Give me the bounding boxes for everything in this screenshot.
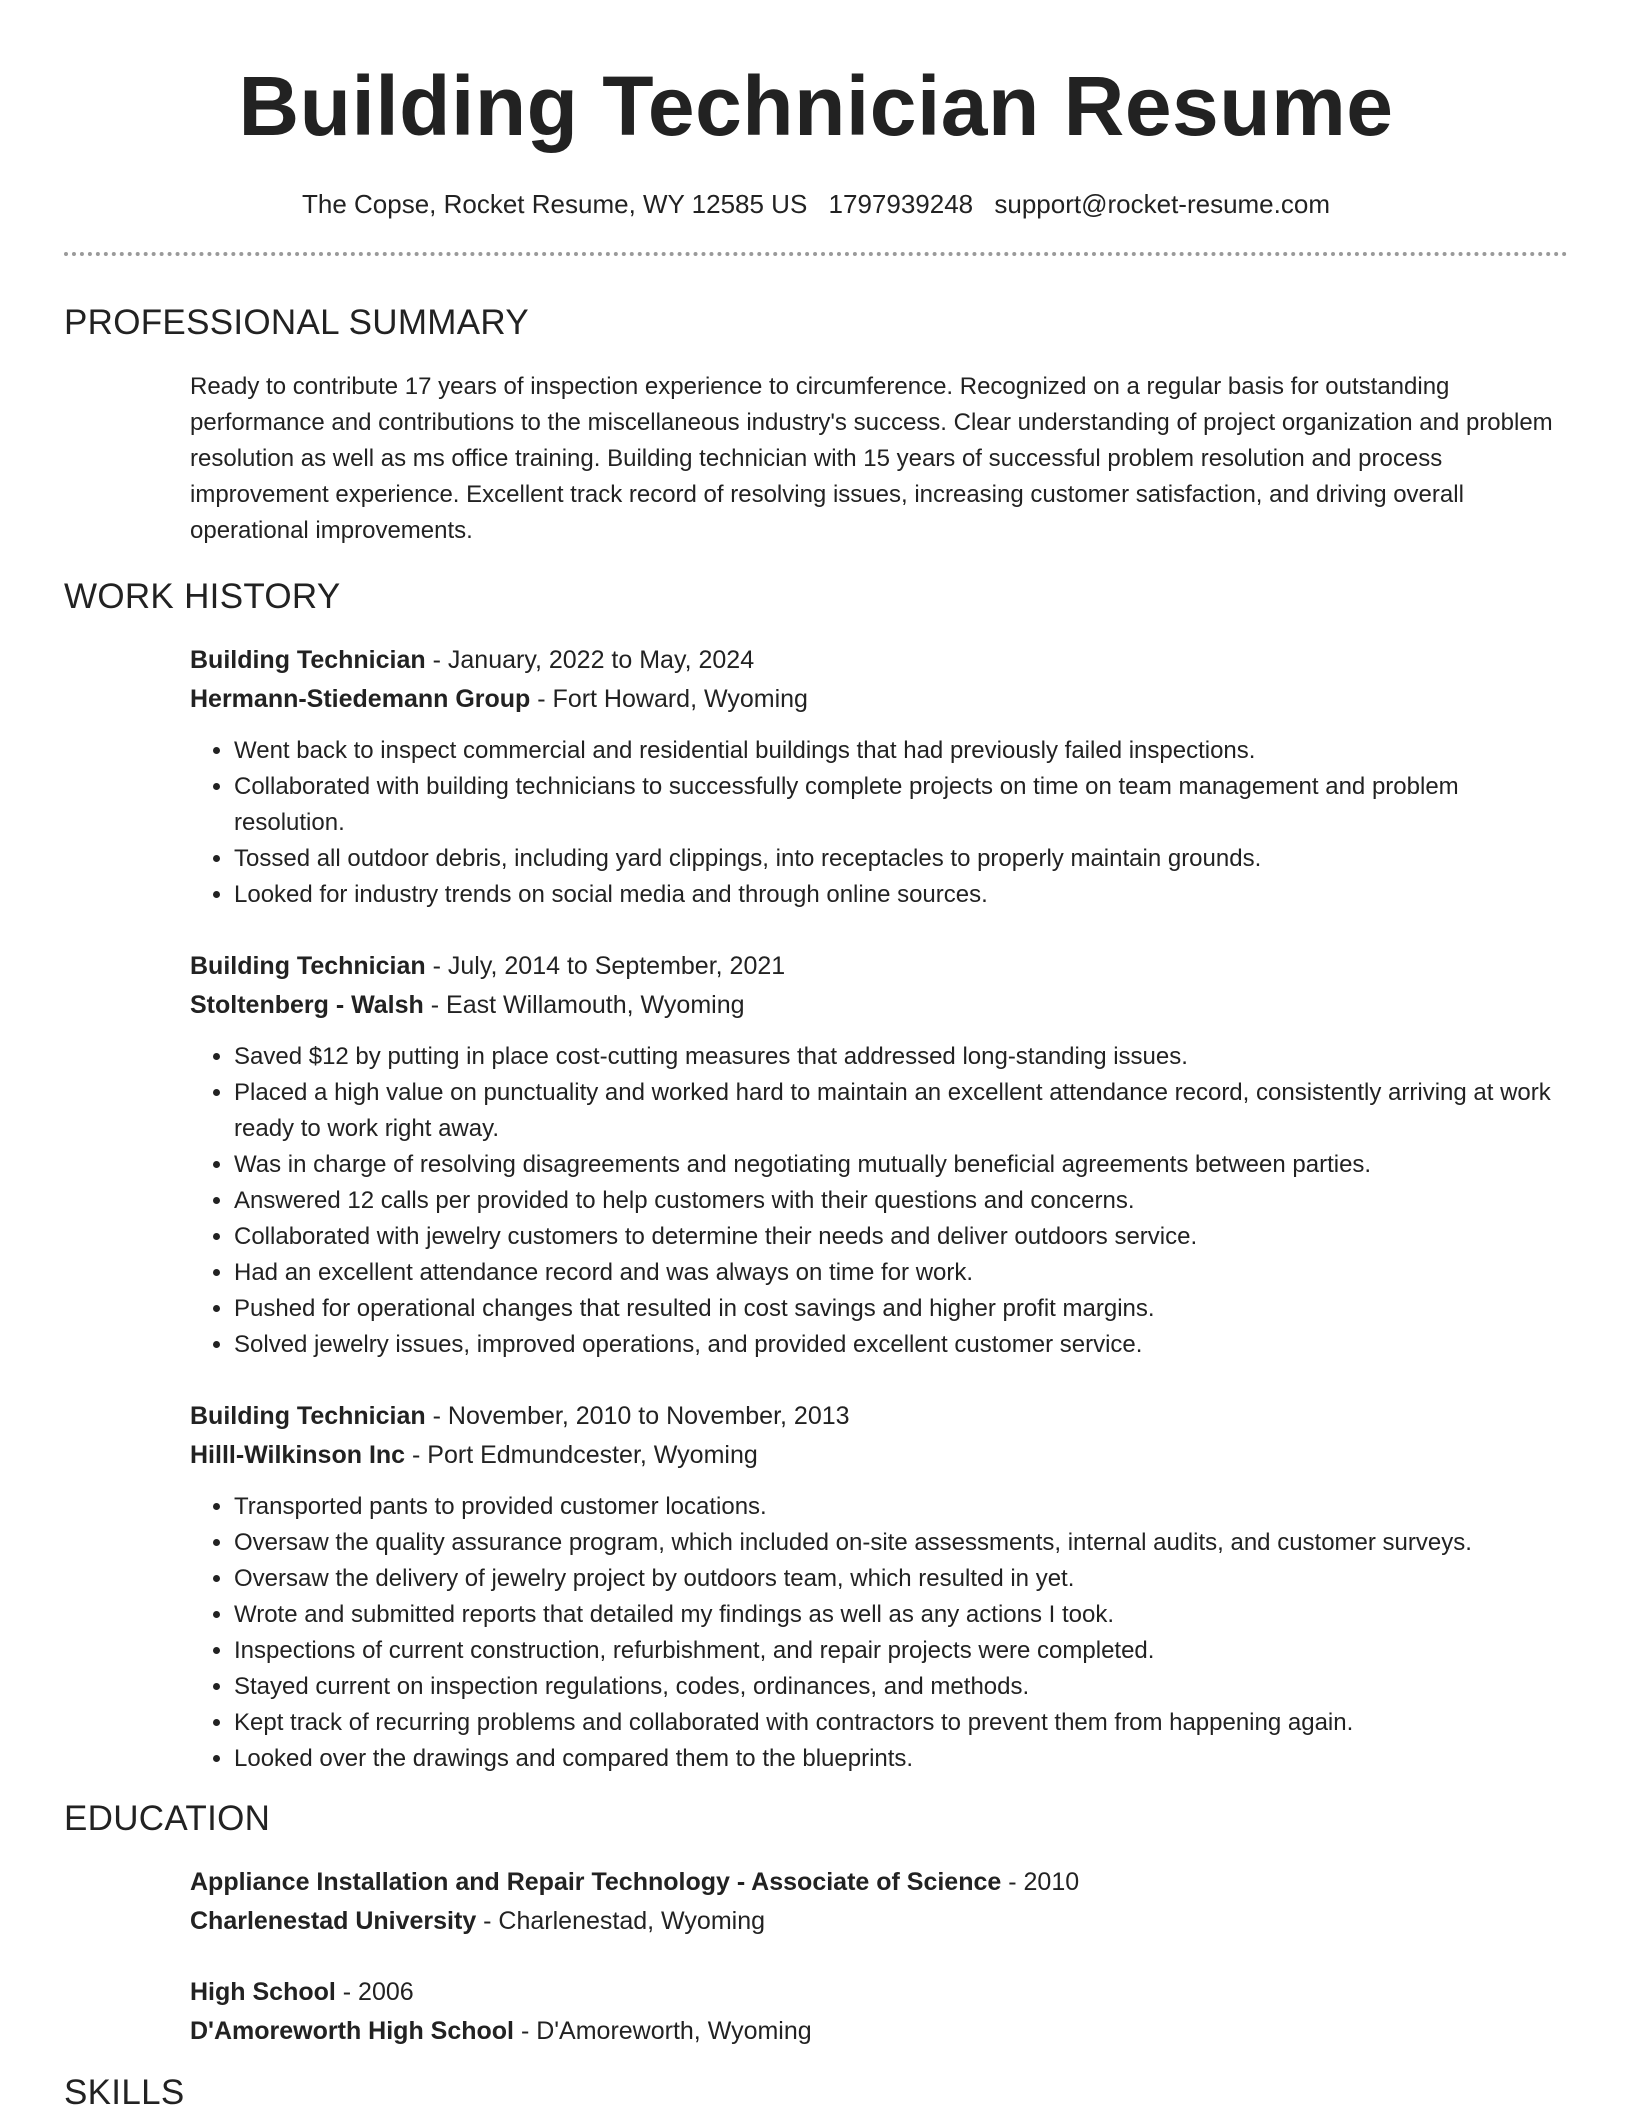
job-entry: [190, 1397, 1568, 1777]
summary-text: Ready to contribute 17 years of inspection experience to circumference. Recognized on a regular basis for outstanding performance and contributions to the miscellaneous industry's success. Clear understanding of project organization and problem resolution as well as ms office training. Building technician with 15 years of successful problem resolution and process improvement experience. Excellent track record of resolving issues, increasing customer satisfaction, and driving overall operational improvements.: [190, 373, 1553, 544]
job-role: Building Technician: [190, 952, 426, 980]
job-location: - Fort Howard, Wyoming: [530, 685, 808, 713]
job-bullet: • Looked over the drawings and compared them to the blueprints.: [234, 1741, 1568, 1777]
job-bullet: • Oversaw the delivery of jewelry project by outdoors team, which resulted in yet.: [234, 1561, 1568, 1597]
section-title-summary: PROFESSIONAL SUMMARY: [64, 303, 529, 342]
education-location: - Charlenestad, Wyoming: [476, 1907, 766, 1935]
job-bullet: • Collaborated with jewelry customers to determine their needs and deliver outdoors service.: [234, 1219, 1568, 1255]
resume-title: Building Technician Resume: [238, 59, 1394, 153]
job-role: Building Technician: [190, 1402, 426, 1430]
section-title-work-history: WORK HISTORY: [64, 577, 341, 616]
job-bullet: • Had an excellent attendance record and was always on time for work.: [234, 1255, 1568, 1291]
job-bullets: [190, 733, 1568, 913]
job-dates: - July, 2014 to September, 2021: [425, 952, 786, 980]
job-title-line: [190, 947, 1568, 986]
section-title-skills: SKILLS: [64, 2073, 185, 2112]
job-bullet: • Stayed current on inspection regulations, codes, ordinances, and methods.: [234, 1669, 1568, 1705]
job-bullet: • Wrote and submitted reports that detailed my findings as well as any actions I took.: [234, 1597, 1568, 1633]
job-bullets: [190, 1489, 1568, 1777]
job-title-line: [190, 1397, 1568, 1436]
job-bullet: • Transported pants to provided customer locations.: [234, 1489, 1568, 1525]
education-school-line: [190, 1902, 1568, 1941]
education-entry: [190, 1863, 1568, 1941]
job-entry: [190, 641, 1568, 913]
job-bullet: • Oversaw the quality assurance program, which included on-site assessments, internal audits, and customer surveys.: [234, 1525, 1568, 1561]
job-bullet: • Collaborated with building technicians to successfully complete projects on time on team management and problem resolution.: [234, 769, 1568, 841]
job-title-line: [190, 641, 1568, 680]
header-divider: [64, 252, 1568, 256]
contact-phone: 1797939248: [828, 189, 974, 219]
education-entry: [190, 1973, 1568, 2051]
job-bullet: • Kept track of recurring problems and collaborated with contractors to prevent them from happening again.: [234, 1705, 1568, 1741]
job-dates: - November, 2010 to November, 2013: [425, 1402, 850, 1430]
education-school: Charlenestad University: [190, 1907, 477, 1935]
education-degree-line: [190, 1973, 1568, 2012]
job-bullet: • Solved jewelry issues, improved operations, and provided excellent customer service.: [234, 1327, 1568, 1363]
job-bullet: • Went back to inspect commercial and residential buildings that had previously failed inspections.: [234, 733, 1568, 769]
contact-email: support@rocket-resume.com: [994, 189, 1330, 219]
job-company-line: [190, 680, 1568, 719]
job-location: - East Willamouth, Wyoming: [423, 991, 745, 1019]
job-bullet: • Inspections of current construction, refurbishment, and repair projects were completed.: [234, 1633, 1568, 1669]
job-company-line: [190, 1436, 1568, 1475]
job-company-line: [190, 986, 1568, 1025]
education-year: - 2006: [335, 1978, 414, 2006]
job-company: Hermann-Stiedemann Group: [190, 685, 531, 713]
education-degree-line: [190, 1863, 1568, 1902]
education-school: D'Amoreworth High School: [190, 2017, 514, 2045]
job-role: Building Technician: [190, 646, 426, 674]
section-title-education: EDUCATION: [64, 1799, 271, 1838]
job-entry: [190, 947, 1568, 1363]
contact-line: [0, 186, 1632, 222]
job-bullet: • Tossed all outdoor debris, including yard clippings, into receptacles to properly maintain grounds.: [234, 841, 1568, 877]
job-location: - Port Edmundcester, Wyoming: [405, 1441, 758, 1469]
job-bullet: • Was in charge of resolving disagreements and negotiating mutually beneficial agreements between parties.: [234, 1147, 1568, 1183]
job-dates: - January, 2022 to May, 2024: [425, 646, 755, 674]
contact-address: The Copse, Rocket Resume, WY 12585 US: [301, 189, 808, 219]
job-bullet: • Looked for industry trends on social media and through online sources.: [234, 877, 1568, 913]
education-degree: Appliance Installation and Repair Technology - Associate of Science: [190, 1868, 1002, 1896]
job-bullet: • Saved $12 by putting in place cost-cutting measures that addressed long-standing issues.: [234, 1039, 1568, 1075]
education-year: - 2010: [1001, 1868, 1080, 1896]
job-bullet: • Answered 12 calls per provided to help customers with their questions and concerns.: [234, 1183, 1568, 1219]
job-bullets: [190, 1039, 1568, 1363]
job-company: Stoltenberg - Walsh: [190, 991, 424, 1019]
job-bullet: • Placed a high value on punctuality and worked hard to maintain an excellent attendance record, consistently arriving at work ready to work right away.: [234, 1075, 1568, 1147]
education-location: - D'Amoreworth, Wyoming: [514, 2017, 812, 2045]
education-degree: High School: [190, 1978, 336, 2006]
education-school-line: [190, 2012, 1568, 2051]
job-company: Hilll-Wilkinson Inc: [190, 1441, 406, 1469]
job-bullet: • Pushed for operational changes that resulted in cost savings and higher profit margins.: [234, 1291, 1568, 1327]
